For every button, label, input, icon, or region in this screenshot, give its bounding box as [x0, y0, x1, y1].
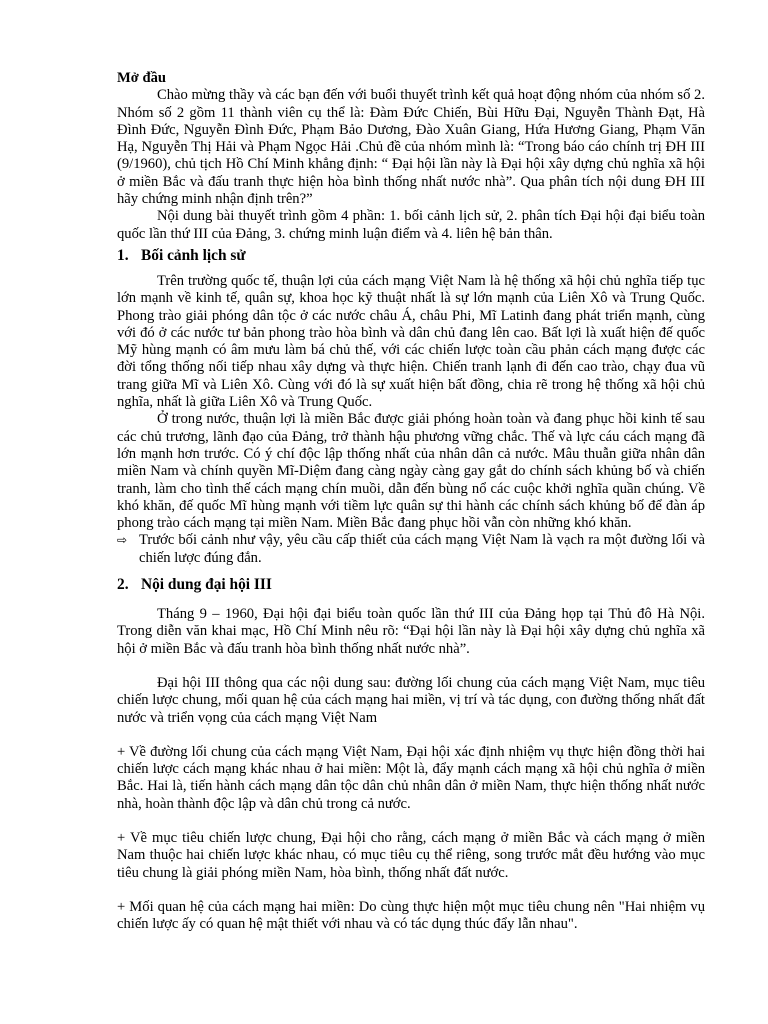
section-2-number: 2. [117, 576, 129, 594]
section-1-paragraph-2: Ở trong nước, thuận lợi là miền Bắc được giải phóng hoàn toàn và đang phục hồi kinh tế sau các chủ trương, lãnh đạo của Đảng, trở thành hậu phương vững chắc. Thế và lực cáu cách mạng đã lớn mạnh hơn trước. Có ý chí độc lập thống nhất của nhân dân cả nước. Mâu thuẫn giữa nhân dân miền Nam và chính quyền Mĩ-Diệm đang càng ngày càng gay gắt do chính sách khủng bố và chiến tranh, làm cho tình thế cách mạng chín muồi, dẫn đến bùng nổ các cuộc khởi nghĩa quần chúng. Về khó khăn, đế quốc Mĩ hùng mạnh với tiềm lực quân sự thi hành các chính sách khủng bố để đàn áp phong trào cách mạng tại miền Nam. Miền Bắc đang phục hồi vẫn còn những khó khăn. [117, 411, 705, 532]
section-1-number: 1. [117, 246, 129, 264]
section-1-paragraph-1: Trên trường quốc tế, thuận lợi của cách mạng Việt Nam là hệ thống xã hội chủ nghĩa tiếp tục lớn mạnh về kinh tế, quân sự, khoa học kỹ thuật nhất là sự lớn mạnh của Liên Xô và Trung Quốc. Phong trào giải phóng dân tộc ở các nước châu Á, châu Phi, Mĩ Latinh đang phát triển mạnh, cùng với đó ở các nước tư bản phong trào hòa bình và dân chủ đang lên cao. Bất lợi là xuất hiện đế quốc Mỹ hùng mạnh có âm mưu làm bá chủ thế, với các chiến lược toàn cầu phản cách mạng được các đời tổng thống nối tiếp nhau xây dựng và thực hiện. Chiến tranh lạnh đi đến cao trào, chạy đua vũ trang giữa Mĩ và Liên Xô. Cùng với đó là sự xuất hiện bất đồng, chia rẽ trong hệ thống xã hội chủ nghĩa, nhất là giữa Liên Xô và Trung Quốc. [117, 272, 705, 411]
section-1-heading [117, 246, 705, 265]
section-1-conclusion [117, 532, 705, 567]
section-2-paragraph-2: Đại hội III thông qua các nội dung sau: đường lối chung của cách mạng Việt Nam, mục tiêu chiến lược chung, mối quan hệ của cách mạng hai miền, vị trí và tác dụng, con đường thống nhất đất nước và triển vọng của cách mạng Việt Nam [117, 674, 705, 726]
section-2-paragraph-4: + Về mục tiêu chiến lược chung, Đại hội cho rằng, cách mạng ở miền Bắc và cách mạng ở miền Nam thuộc hai chiến lược khác nhau, có mục tiêu cụ thể riêng, song trước mắt đều hướng vào mục tiêu chung là giải phóng miền Nam, hòa bình, thống nhất đất nước. [117, 829, 705, 881]
section-2-paragraph-3: + Về đường lối chung của cách mạng Việt Nam, Đại hội xác định nhiệm vụ thực hiện đồng thời hai chiến lược cách mạng khác nhau ở hai miền: Một là, đẩy mạnh cách mạng xã hội chủ nghĩa ở miền Bắc. Hai là, tiến hành cách mạng dân tộc dân chủ nhân dân ở miền Nam, thực hiện thống nhất nước nhà, hoàn thành độc lập và dân chủ trong cả nước. [117, 743, 705, 812]
intro-paragraph-1: Chào mừng thầy và các bạn đến với buổi thuyết trình kết quả hoạt động nhóm của nhóm số 2. Nhóm số 2 gồm 11 thành viên cụ thể là: Đàm Đức Chiến, Bùi Hữu Đại, Nguyễn Thành Đạt, Hà Đình Đức, Nguyễn Đình Đức, Phạm Bảo Dương, Đào Xuân Giang, Hứa Hương Giang, Phạm Văn Hạ, Nguyễn Thị Hải và Phạm Ngọc Hải .Chủ đề của nhóm mình là: “Trong báo cáo chính trị ĐH III (9/1960), chủ tịch Hồ Chí Minh khẳng định: “ Đại hội lần này là Đại hội xây dựng chủ nghĩa xã hội ở miền Bắc và đấu tranh thực hiện hòa bình thống nhất nước nhà”. Qua phân tích nội dung ĐH III hãy chứng minh nhận định trên?” [117, 87, 705, 208]
arrow-right-icon: ⇨ [117, 533, 128, 548]
section-2-heading [117, 575, 705, 594]
section-2-title: Nội dung đại hội III [141, 576, 272, 594]
section-1-title: Bối cảnh lịch sử [141, 246, 246, 264]
section-2-paragraph-1: Tháng 9 – 1960, Đại hội đại biểu toàn quốc lần thứ III của Đảng họp tại Thủ đô Hà Nội. Trong diễn văn khai mạc, Hồ Chí Minh nêu rõ: “Đại hội lần này là Đại hội xây dựng chủ nghĩa xã hội ở miền Bắc và đấu tranh hòa bình thống nhất nước nhà”. [117, 606, 705, 657]
intro-paragraph-2: Nội dung bài thuyết trình gồm 4 phần: 1. bối cảnh lịch sử, 2. phân tích Đại hội đại biểu toàn quốc lần thứ III của Đảng, 3. chứng minh luận điểm và 4. liên hệ bản thân. [117, 208, 705, 242]
section-2-paragraph-5: + Mối quan hệ của cách mạng hai miền: Do cùng thực hiện một mục tiêu chung nên "Hai nhiệm vụ chiến lược ấy có quan hệ mật thiết với nhau và có tác dụng thúc đẩy lẫn nhau". [117, 898, 705, 933]
intro-title: Mở đầu [117, 70, 167, 86]
section-1-conclusion-text: Trước bối cảnh như vậy, yêu cầu cấp thiết của cách mạng Việt Nam là vạch ra một đường lối và chiến lược đúng đắn. [139, 532, 705, 566]
